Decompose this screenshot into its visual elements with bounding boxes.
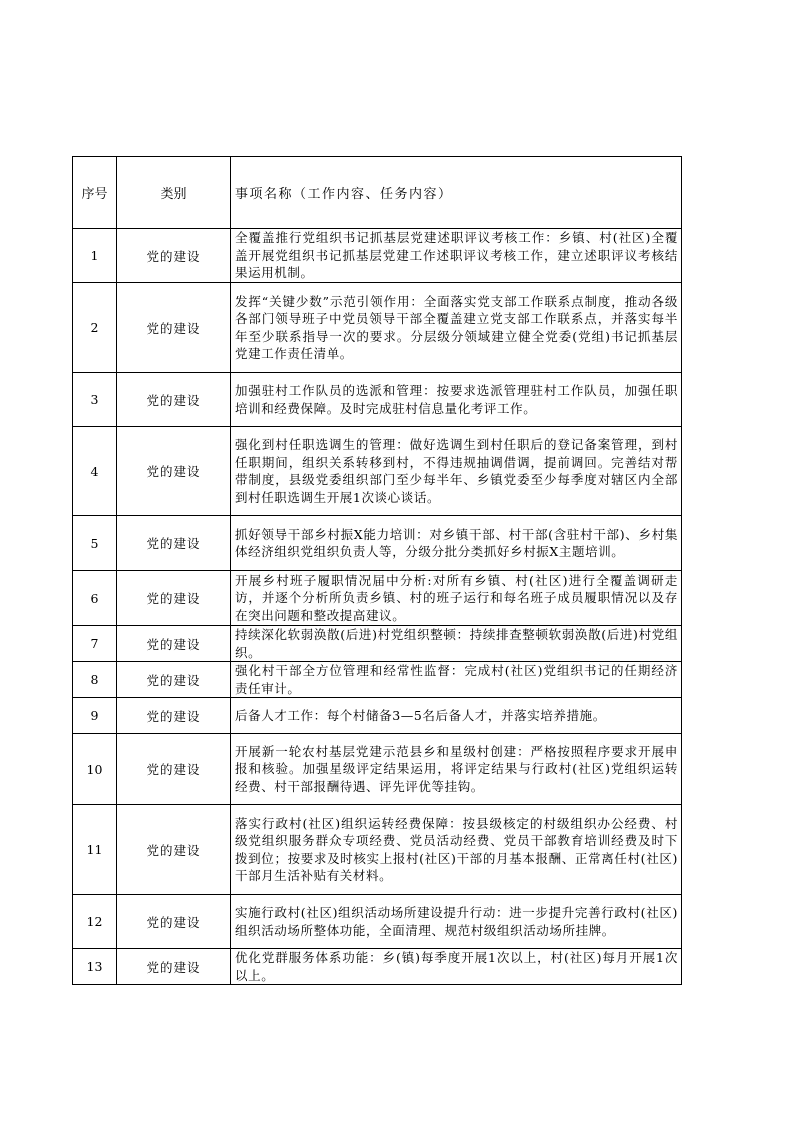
row-content: 落实行政村(社区)组织运转经费保障：按县级核定的村级组织办公经费、村级党组织服务群众专项经费、党员活动经费、党员干部教育培训经费及时下拨到位；按要求及时核实上报村(社区)干部的月基本报酬、正常离任村(社区)干部月生活补贴有关材料。 — [231, 805, 682, 895]
table-row — [73, 571, 682, 626]
table-row — [73, 283, 682, 373]
row-category: 党的建设 — [117, 571, 231, 626]
row-category: 党的建设 — [117, 805, 231, 895]
row-number: 11 — [73, 805, 117, 895]
row-content: 后备人才工作：每个村储备3—5名后备人才，并落实培养措施。 — [231, 698, 682, 734]
row-category: 党的建设 — [117, 427, 231, 516]
table-row — [73, 427, 682, 516]
row-content: 优化党群服务体系功能：乡(镇)每季度开展1次以上，村(社区)每月开展1次以上。 — [231, 949, 682, 985]
table-row — [73, 229, 682, 283]
row-number: 4 — [73, 427, 117, 516]
row-category: 党的建设 — [117, 734, 231, 805]
row-category: 党的建设 — [117, 283, 231, 373]
row-content: 强化村干部全方位管理和经常性监督：完成村(社区)党组织书记的任期经济责任审计。 — [231, 662, 682, 698]
row-number: 5 — [73, 516, 117, 571]
row-category: 党的建设 — [117, 662, 231, 698]
header-content: 事项名称（工作内容、任务内容） — [231, 157, 682, 229]
row-number: 2 — [73, 283, 117, 373]
row-content: 加强驻村工作队员的选派和管理：按要求选派管理驻村工作队员，加强任职培训和经费保障。及时完成驻村信息量化考评工作。 — [231, 373, 682, 427]
row-number: 12 — [73, 895, 117, 949]
header-seq: 序号 — [73, 157, 117, 229]
table-row — [73, 626, 682, 662]
row-content: 发挥“关键少数”示范引领作用：全面落实党支部工作联系点制度，推动各级各部门领导班子中党员领导干部全覆盖建立党支部工作联系点，并落实每半年至少联系指导一次的要求。分层级分领域建立健全党委(党组)书记抓基层党建工作责任清单。 — [231, 283, 682, 373]
table-header-row — [73, 157, 682, 229]
row-number: 8 — [73, 662, 117, 698]
table-row — [73, 895, 682, 949]
row-number: 7 — [73, 626, 117, 662]
table-row — [73, 698, 682, 734]
table-row — [73, 662, 682, 698]
row-content: 强化到村任职选调生的管理：做好选调生到村任职后的登记备案管理，到村任职期间，组织关系转移到村，不得违规抽调借调，提前调回。完善结对帮带制度，县级党委组织部门至少每半年、乡镇党委至少每季度对辖区内全部到村任职选调生开展1次谈心谈话。 — [231, 427, 682, 516]
table-row — [73, 373, 682, 427]
row-category: 党的建设 — [117, 626, 231, 662]
row-number: 6 — [73, 571, 117, 626]
row-number: 9 — [73, 698, 117, 734]
row-number: 3 — [73, 373, 117, 427]
row-content: 开展乡村班子履职情况届中分析:对所有乡镇、村(社区)进行全覆盖调研走访，并逐个分析所负责乡镇、村的班子运行和每名班子成员履职情况以及存在突出问题和整改提高建议。 — [231, 571, 682, 626]
table-row — [73, 734, 682, 805]
task-table-container — [72, 156, 681, 985]
table-row — [73, 516, 682, 571]
table-row — [73, 949, 682, 985]
row-number: 10 — [73, 734, 117, 805]
row-category: 党的建设 — [117, 516, 231, 571]
row-category: 党的建设 — [117, 698, 231, 734]
row-category: 党的建设 — [117, 949, 231, 985]
row-category: 党的建设 — [117, 229, 231, 283]
row-content: 抓好领导干部乡村振X能力培训：对乡镇干部、村干部(含驻村干部)、乡村集体经济组织党组织负责人等，分级分批分类抓好乡村振X主题培训。 — [231, 516, 682, 571]
row-content: 开展新一轮农村基层党建示范县乡和星级村创建：严格按照程序要求开展申报和核验。加强星级评定结果运用，将评定结果与行政村(社区)党组织运转经费、村干部报酬待遇、评先评优等挂钩。 — [231, 734, 682, 805]
row-number: 1 — [73, 229, 117, 283]
row-content: 全覆盖推行党组织书记抓基层党建述职评议考核工作：乡镇、村(社区)全覆盖开展党组织书记抓基层党建工作述职评议考核工作，建立述职评议考核结果运用机制。 — [231, 229, 682, 283]
row-number: 13 — [73, 949, 117, 985]
task-table — [72, 156, 682, 985]
header-category: 类别 — [117, 157, 231, 229]
table-row — [73, 805, 682, 895]
row-category: 党的建设 — [117, 895, 231, 949]
row-category: 党的建设 — [117, 373, 231, 427]
row-content: 实施行政村(社区)组织活动场所建设提升行动：进一步提升完善行政村(社区)组织活动场所整体功能，全面清理、规范村级组织活动场所挂牌。 — [231, 895, 682, 949]
row-content: 持续深化软弱涣散(后进)村党组织整顿：持续排查整顿软弱涣散(后进)村党组织。 — [231, 626, 682, 662]
